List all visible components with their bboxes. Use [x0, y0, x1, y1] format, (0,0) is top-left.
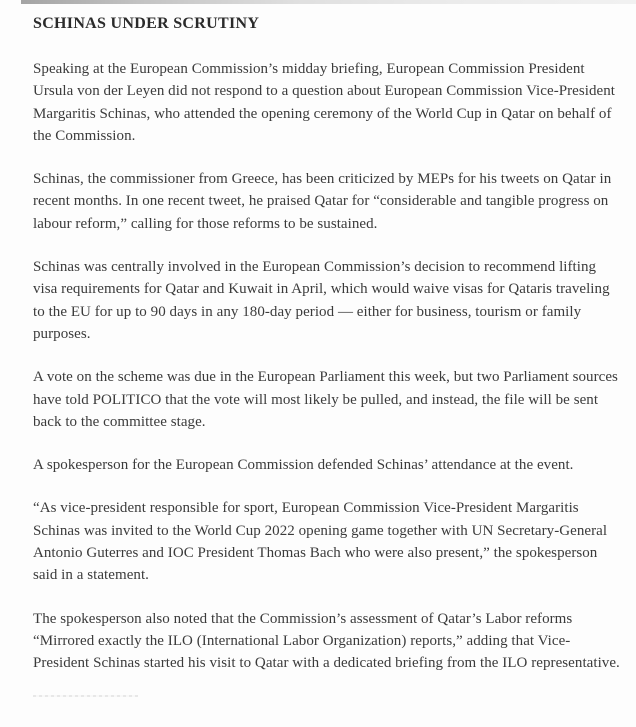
- article-paragraph-4: A vote on the scheme was due in the European Parliament this week, but two Parliament sources have told POLITICO that the vote will most likely be pulled, and instead, the file will be sent back to the committee stage.: [33, 369, 618, 430]
- article-paragraph-7: The spokesperson also noted that the Commission’s assessment of Qatar’s Labor reforms “Mirrored exactly the ILO (International Labor Organization) reports,” adding that Vice-President Schinas started his visit to Qatar with a dedicated briefing from the ILO representative.: [33, 610, 620, 672]
- article-paragraph-3: Schinas was centrally involved in the European Commission’s decision to recommend lifting visa requirements for Qatar and Kuwait in April, which would waive visas for Qataris traveling to the EU for up to 90 days in any 180-day period — either for business, tourism or family purposes.: [33, 259, 610, 342]
- article-paragraph-6: “As vice-president responsible for sport, European Commission Vice-President Margaritis Schinas was invited to the World Cup 2022 opening game together with UN Secretary-General Antonio Guterres and IOC President Thomas Bach who were also present,” the spokesperson said in a statement.: [33, 500, 608, 584]
- article-body: [33, 0, 621, 675]
- article-paragraph-5: A spokesperson for the European Commission defended Schinas’ attendance at the event.: [33, 457, 574, 474]
- section-heading: SCHINAS UNDER SCRUTINY: [33, 15, 260, 32]
- article-paragraph-2: Schinas, the commissioner from Greece, has been criticized by MEPs for his tweets on Qatar in recent months. In one recent tweet, he praised Qatar for “considerable and tangible progress on labour reform,” calling for those reforms to be sustained.: [33, 171, 612, 232]
- cropped-bottom-artifact: [33, 695, 138, 697]
- article-paragraph-1: Speaking at the European Commission’s midday briefing, European Commission President Ursula von der Leyen did not respond to a question about European Commission Vice-President Margaritis Schinas, who attended the opening ceremony of the World Cup in Qatar on behalf of the Commission.: [33, 61, 616, 144]
